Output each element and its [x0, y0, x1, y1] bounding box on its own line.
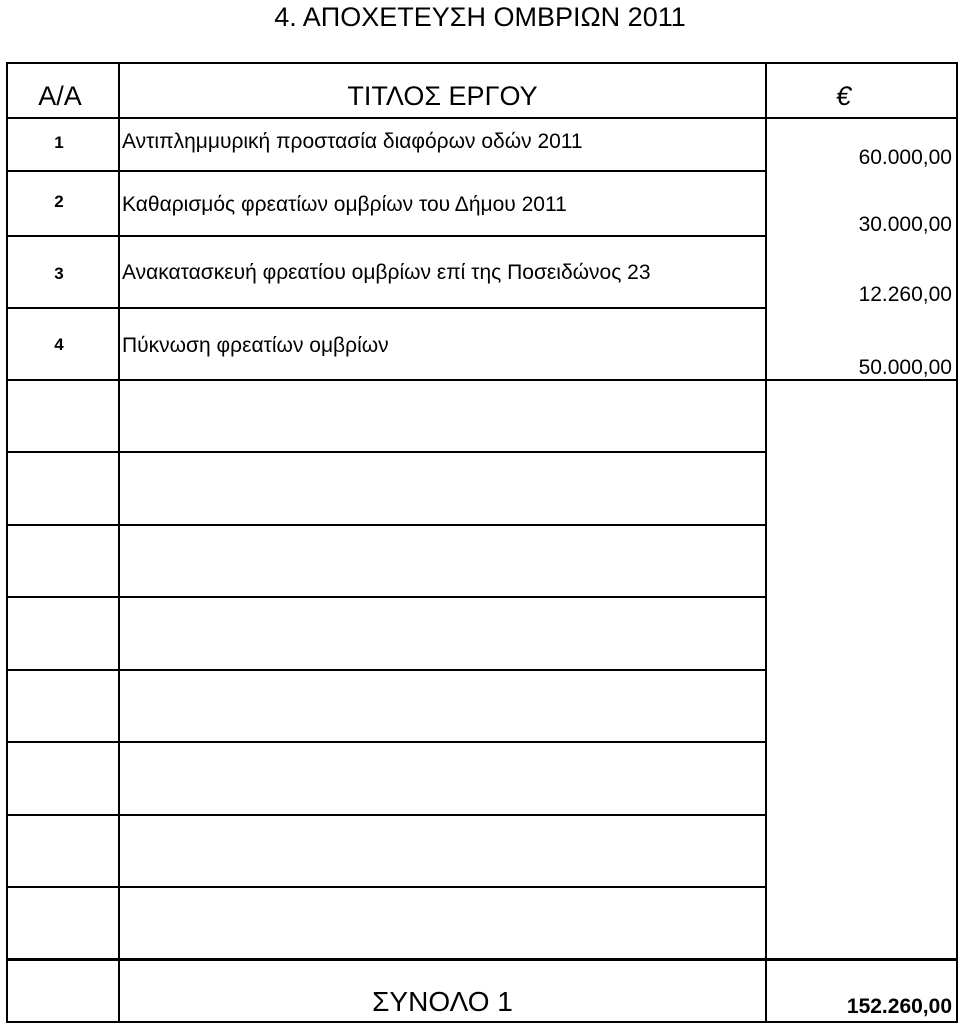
row-amount: 30.000,00 — [858, 213, 952, 236]
row-divider — [6, 524, 767, 526]
table-border-bottom — [6, 1021, 958, 1023]
row-amount: 60.000,00 — [858, 146, 952, 169]
row-number: 4 — [54, 335, 64, 354]
page-title: 4. ΑΠΟΧΕΤΕΥΣΗ ΟΜΒΡΙΩΝ 2011 — [274, 2, 686, 32]
total-label: ΣΥΝΟΛΟ 1 — [372, 986, 513, 1017]
header-no: Α/Α — [38, 81, 82, 111]
column-divider-1 — [118, 62, 120, 1023]
table-border-right — [956, 62, 958, 1023]
row-divider — [6, 170, 767, 172]
row-number: 2 — [54, 192, 64, 211]
row-amount: 12.260,00 — [858, 283, 952, 306]
row-divider — [6, 307, 767, 309]
row-divider — [6, 596, 767, 598]
header-title: ΤΙΤΛΟΣ ΕΡΓΟΥ — [347, 81, 538, 111]
header-euro: € — [836, 81, 852, 111]
total-amount: 152.260,00 — [846, 995, 952, 1018]
row-divider — [6, 669, 767, 671]
row-number: 3 — [54, 264, 64, 283]
row-divider — [6, 379, 958, 381]
row-amount: 50.000,00 — [858, 356, 952, 379]
row-title: Καθαρισμός φρεατίων ομβρίων του Δήμου 2011 — [122, 193, 567, 216]
row-divider — [6, 886, 767, 888]
row-divider — [6, 814, 767, 816]
column-divider-2 — [765, 62, 767, 1023]
row-title: Πύκνωση φρεατίων ομβρίων — [122, 334, 389, 357]
total-row-divider — [6, 958, 958, 961]
table-border-top — [6, 62, 958, 64]
header-divider — [6, 117, 958, 119]
row-divider — [6, 235, 767, 237]
row-title: Ανακατασκευή φρεατίου ομβρίων επί της Ποσειδώνος 23 — [122, 261, 651, 284]
row-divider — [6, 451, 767, 453]
row-number: 1 — [54, 133, 64, 152]
row-title: Αντιπλημμυρική προστασία διαφόρων οδών 2011 — [122, 130, 583, 153]
row-divider — [6, 741, 767, 743]
